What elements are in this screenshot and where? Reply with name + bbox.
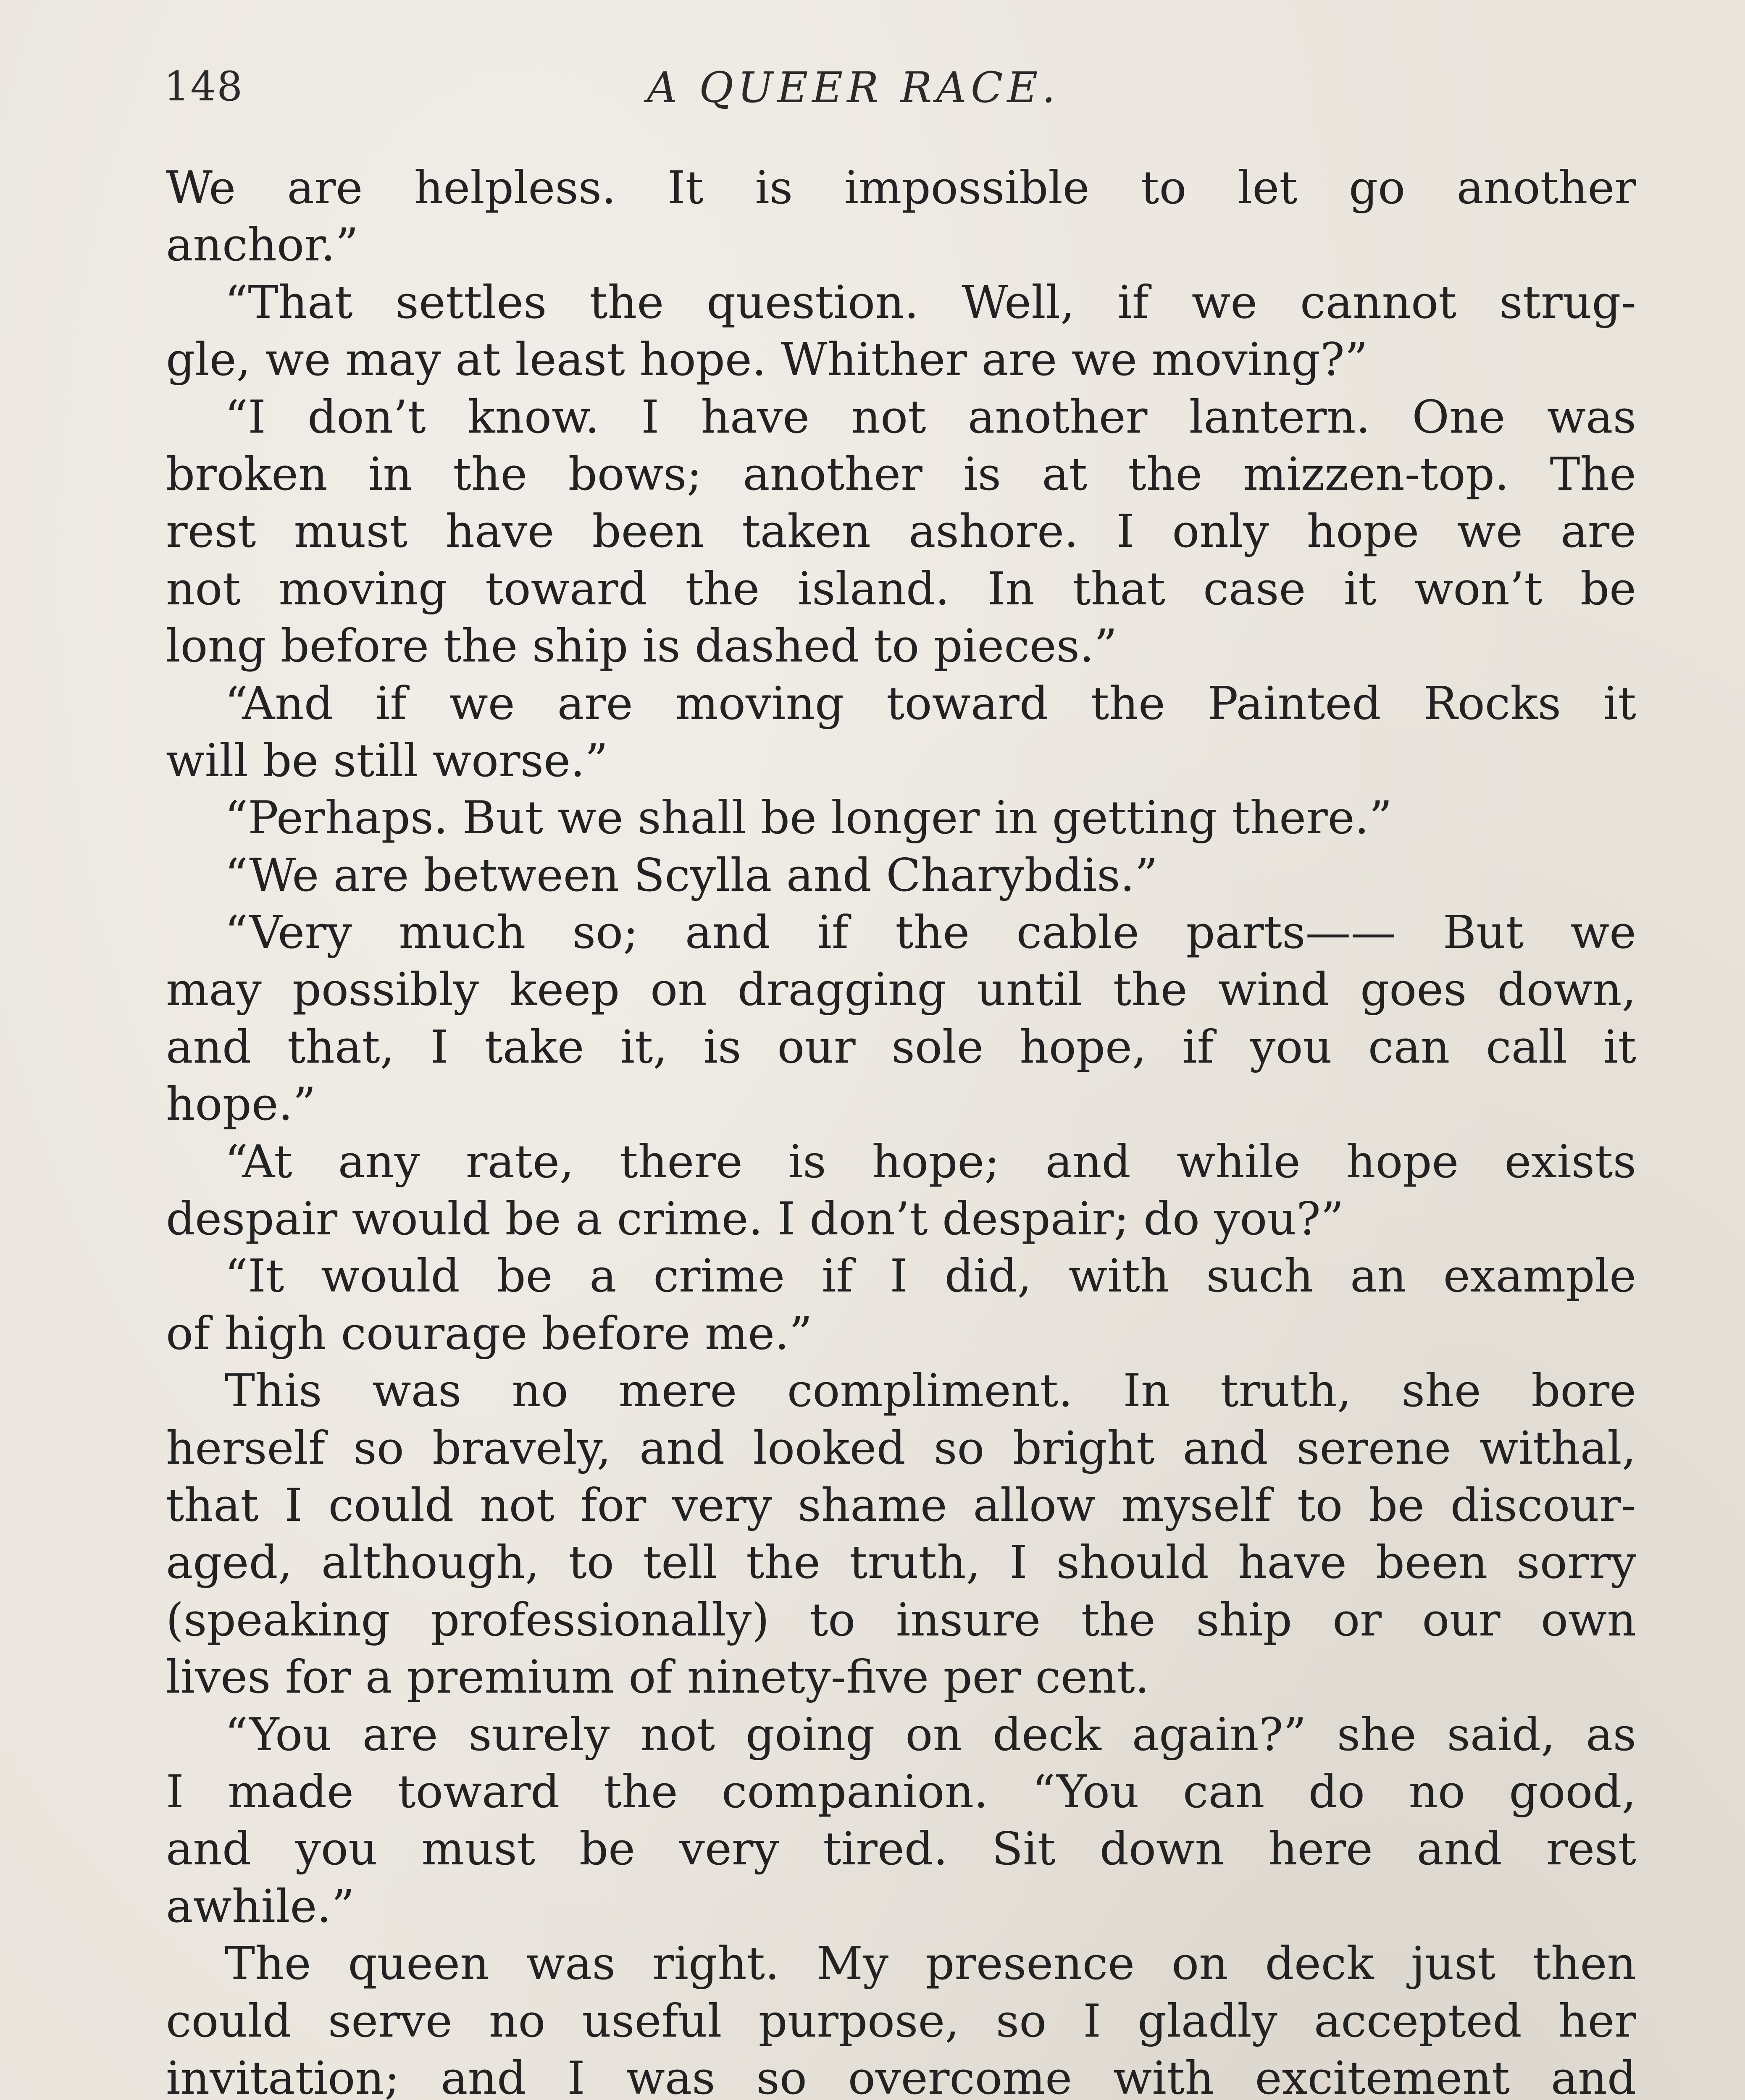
text-line: will be still worse.” xyxy=(166,734,608,787)
text-line: long before the ship is dashed to pieces.” xyxy=(166,620,1117,673)
text-line: broken in the bows; another is at the mizzen-top. The xyxy=(166,448,1636,501)
text-line: herself so bravely, and looked so bright and serene withal, xyxy=(166,1422,1636,1475)
text-line: could serve no useful purpose, so I gladly accepted her xyxy=(166,1995,1636,2048)
text-line: I made toward the companion. “You can do no good, xyxy=(166,1765,1636,1818)
text-line: that I could not for very shame allow myself to be discour- xyxy=(166,1479,1636,1532)
text-line: gle, we may at least hope. Whither are we moving?” xyxy=(166,333,1368,386)
text-line: This was no mere compliment. In truth, she bore xyxy=(225,1365,1636,1418)
text-line: rest must have been taken ashore. I only hope we are xyxy=(166,505,1636,558)
text-line: “At any rate, there is hope; and while hope exists xyxy=(225,1135,1636,1188)
text-line: hope.” xyxy=(166,1078,316,1131)
text-line: not moving toward the island. In that case it won’t be xyxy=(166,562,1636,615)
body-text xyxy=(166,160,1636,2100)
text-line: “We are between Scylla and Charybdis.” xyxy=(225,849,1158,902)
text-line: awhile.” xyxy=(166,1880,355,1933)
running-title: A QUEER RACE. xyxy=(647,63,1060,112)
page-number: 148 xyxy=(164,63,244,110)
text-line: “Perhaps. But we shall be longer in getting there.” xyxy=(225,792,1393,845)
text-line: “It would be a crime if I did, with such an example xyxy=(225,1250,1636,1303)
text-line: aged, although, to tell the truth, I should have been sorry xyxy=(166,1536,1636,1589)
text-line: (speaking professionally) to insure the ship or our own xyxy=(166,1593,1636,1646)
text-line: and that, I take it, is our sole hope, if you can call it xyxy=(166,1021,1636,1074)
text-line: and you must be very tired. Sit down here and rest xyxy=(166,1823,1636,1876)
text-line: of high courage before me.” xyxy=(166,1307,812,1360)
text-line: The queen was right. My presence on deck just then xyxy=(225,1937,1636,1990)
text-line: We are helpless. It is impossible to let go another xyxy=(166,162,1636,214)
text-line: may possibly keep on dragging until the wind goes down, xyxy=(166,963,1636,1016)
text-line: invitation; and I was so overcome with excitement and xyxy=(166,2052,1636,2100)
text-line: despair would be a crime. I don’t despair; do you?” xyxy=(166,1193,1344,1246)
text-line: “That settles the question. Well, if we cannot strug- xyxy=(225,276,1636,329)
text-line: “I don’t know. I have not another lantern. One was xyxy=(225,391,1636,444)
text-line: lives for a premium of ninety-five per cent. xyxy=(166,1651,1150,1704)
text-line: “Very much so; and if the cable parts—— But we xyxy=(225,906,1636,959)
running-head xyxy=(164,63,1638,126)
text-line: “You are surely not going on deck again?” she said, as xyxy=(225,1708,1636,1761)
text-line: anchor.” xyxy=(166,219,359,272)
text-line: “And if we are moving toward the Painted Rocks it xyxy=(225,677,1636,730)
